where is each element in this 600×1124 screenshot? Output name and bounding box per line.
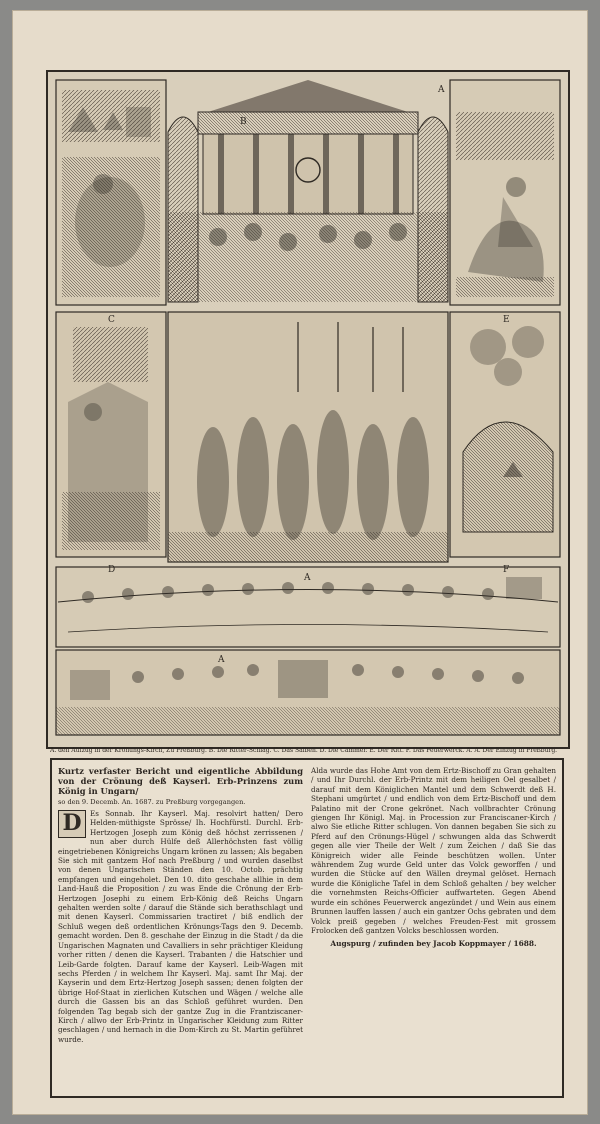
body-text-left: Es Sonnab. Ihr Kayserl. Maj. resolvirt hatten/ Dero Helden-müthigste Sprösse/ Ih. Hochfürstl. Durchl. Erb-Hertzogen Joseph zum König deß höchst zerrissenen / nun aber durch Hülfe deß Allerhöchsten fast völlig eingetriebenen Königreichs Ungarn krönen zu lassen; Als begaben Sie sich mit gantzem Hof nach Preßburg / und wurden daselbst von denen Ungarischen Ständen den 10. Octob. prächtig empfangen und eingeholet. Den 10. dito geschahe allhie in dem Land-Hauß die Proposition / zu was Ende die Crönung der Erb-Hertzogen Josephi zu einem Erb-König deß Reichs Ungarn gehalten werden solte / darauf die Stände sich berathschlagt und mit denen Kayserl. Commissarien tractiret / biß endlich der Schluß wegen deß ordentlichen Krönungs-Tags den 9. Decemb. gemacht worden. Den 8. geschahe der Einzug in die Stadt / da die Ungarischen Magnaten und Cavalliers in sehr prächtiger Kleidung vorher ritten / denen die Kayserl. Trabanten / die Hatschier und Leib-Garde folgten. Darauf kame der Kayserl. Leib-Wagen mit sechs Pferden / in welchem Ihr Kayserl. Maj. samt Ihr Maj. der Kayserin und dem Ertz-Hertzog Joseph sassen; denen folgten der übrige Hof-Staat in zierlichen Kutschen und Wägen / welche alle durch die Gassen bis an das Schloß geführet wurden. Den folgenden Tag begab sich der gantze Zug in die Frantziscaner-Kirch / allwo der Erb-Printz in Ungarischer Kleidung zum Ritter geschlagen / und hernach in die Dom-Kirch zu St. Martin geführet wurde. (58, 809, 303, 1044)
label-a-top: A (438, 85, 445, 95)
label-f: F (503, 565, 510, 575)
central-crowd (168, 212, 448, 302)
label-c: C (108, 315, 115, 325)
drop-capital: D (58, 810, 86, 838)
text-column-left (58, 766, 303, 1090)
label-d: D (108, 565, 116, 575)
report-subtitle: so den 9. Decemb. An. 1687. zu Preßburg vorgegangen. (58, 798, 246, 806)
printer-imprint: Augspurg / zufinden bey Jacob Koppmayer / 1688. (330, 939, 537, 949)
vignette-c (56, 80, 166, 305)
engraving-svg (48, 72, 568, 747)
body-text-right: Alda wurde das Hohe Amt von dem Ertz-Bischoff zu Gran gehalten / und Ihr Durchl. der Erb-Printz mit dem heiligen Oel gesalbet / darauf mit dem Königlichen Mantel und dem Schwerdt deß H. Stephani umgürtet / und endlich von dem Ertz-Bischoff und dem Palatino mit der Crone gekrönet. Nach vollbrachter Crönung giengen Ihr Königl. Maj. in Procession zur Franciscaner-Kirch / alwo Sie etliche Ritter schlugen. Von dannen begaben Sie sich zu Pferd auf den Crönungs-Hügel / schwungen alda das Schwerdt gegen alle vier Theile der Welt / zum Zeichen / daß Sie das Königreich wider alle Feinde beschützen wollen. Unter währendem Zug wurde Geld unter das Volck geworffen / und wurden die Stücke auf den Wällen dreymal gelöset. Hernach wurde die Königliche Tafel in dem Schloß gehalten / bey welcher die vornehmsten Reichs-Officier auffwarteten. Gegen Abend wurde ein schönes Feuerwerck angezündet / und Wein aus einem Brunnen lauffen lassen / auch ein gantzer Ochs gebraten und dem Volck preiß gegeben / welches Freuden-Fest mit grossem Frolocken deß gantzen Volcks beschlossen worden. (311, 766, 556, 935)
procession-scene (168, 312, 448, 562)
label-b: B (240, 117, 247, 127)
text-column-right (311, 766, 556, 1090)
paper-sheet (12, 10, 588, 1115)
report-title: Kurtz verfaster Bericht und eigentliche Abbildung von der Crönung deß Kayserl. Erb-Prinzens zum König in Ungarn/ (58, 766, 303, 796)
entry-procession-lower (56, 650, 560, 735)
vignette-e (450, 80, 560, 305)
label-e: E (503, 315, 510, 325)
label-a-lower: A (218, 655, 225, 665)
report-textblock (50, 758, 564, 1098)
vignette-d (56, 312, 166, 557)
engraving-plate (46, 70, 570, 749)
vignette-f (450, 312, 560, 557)
label-a-upper: A (304, 573, 311, 583)
plate-caption: A. den Aufzug in der Krönungs-Kirch, Zu Preßburg. B. Die Ritter-Schlag. C. Das Salben. D. Die Cammer. E. Der Ritt. F. Das Feuerwerck. A. A. Der Einzug in Preßburg. (50, 747, 558, 754)
